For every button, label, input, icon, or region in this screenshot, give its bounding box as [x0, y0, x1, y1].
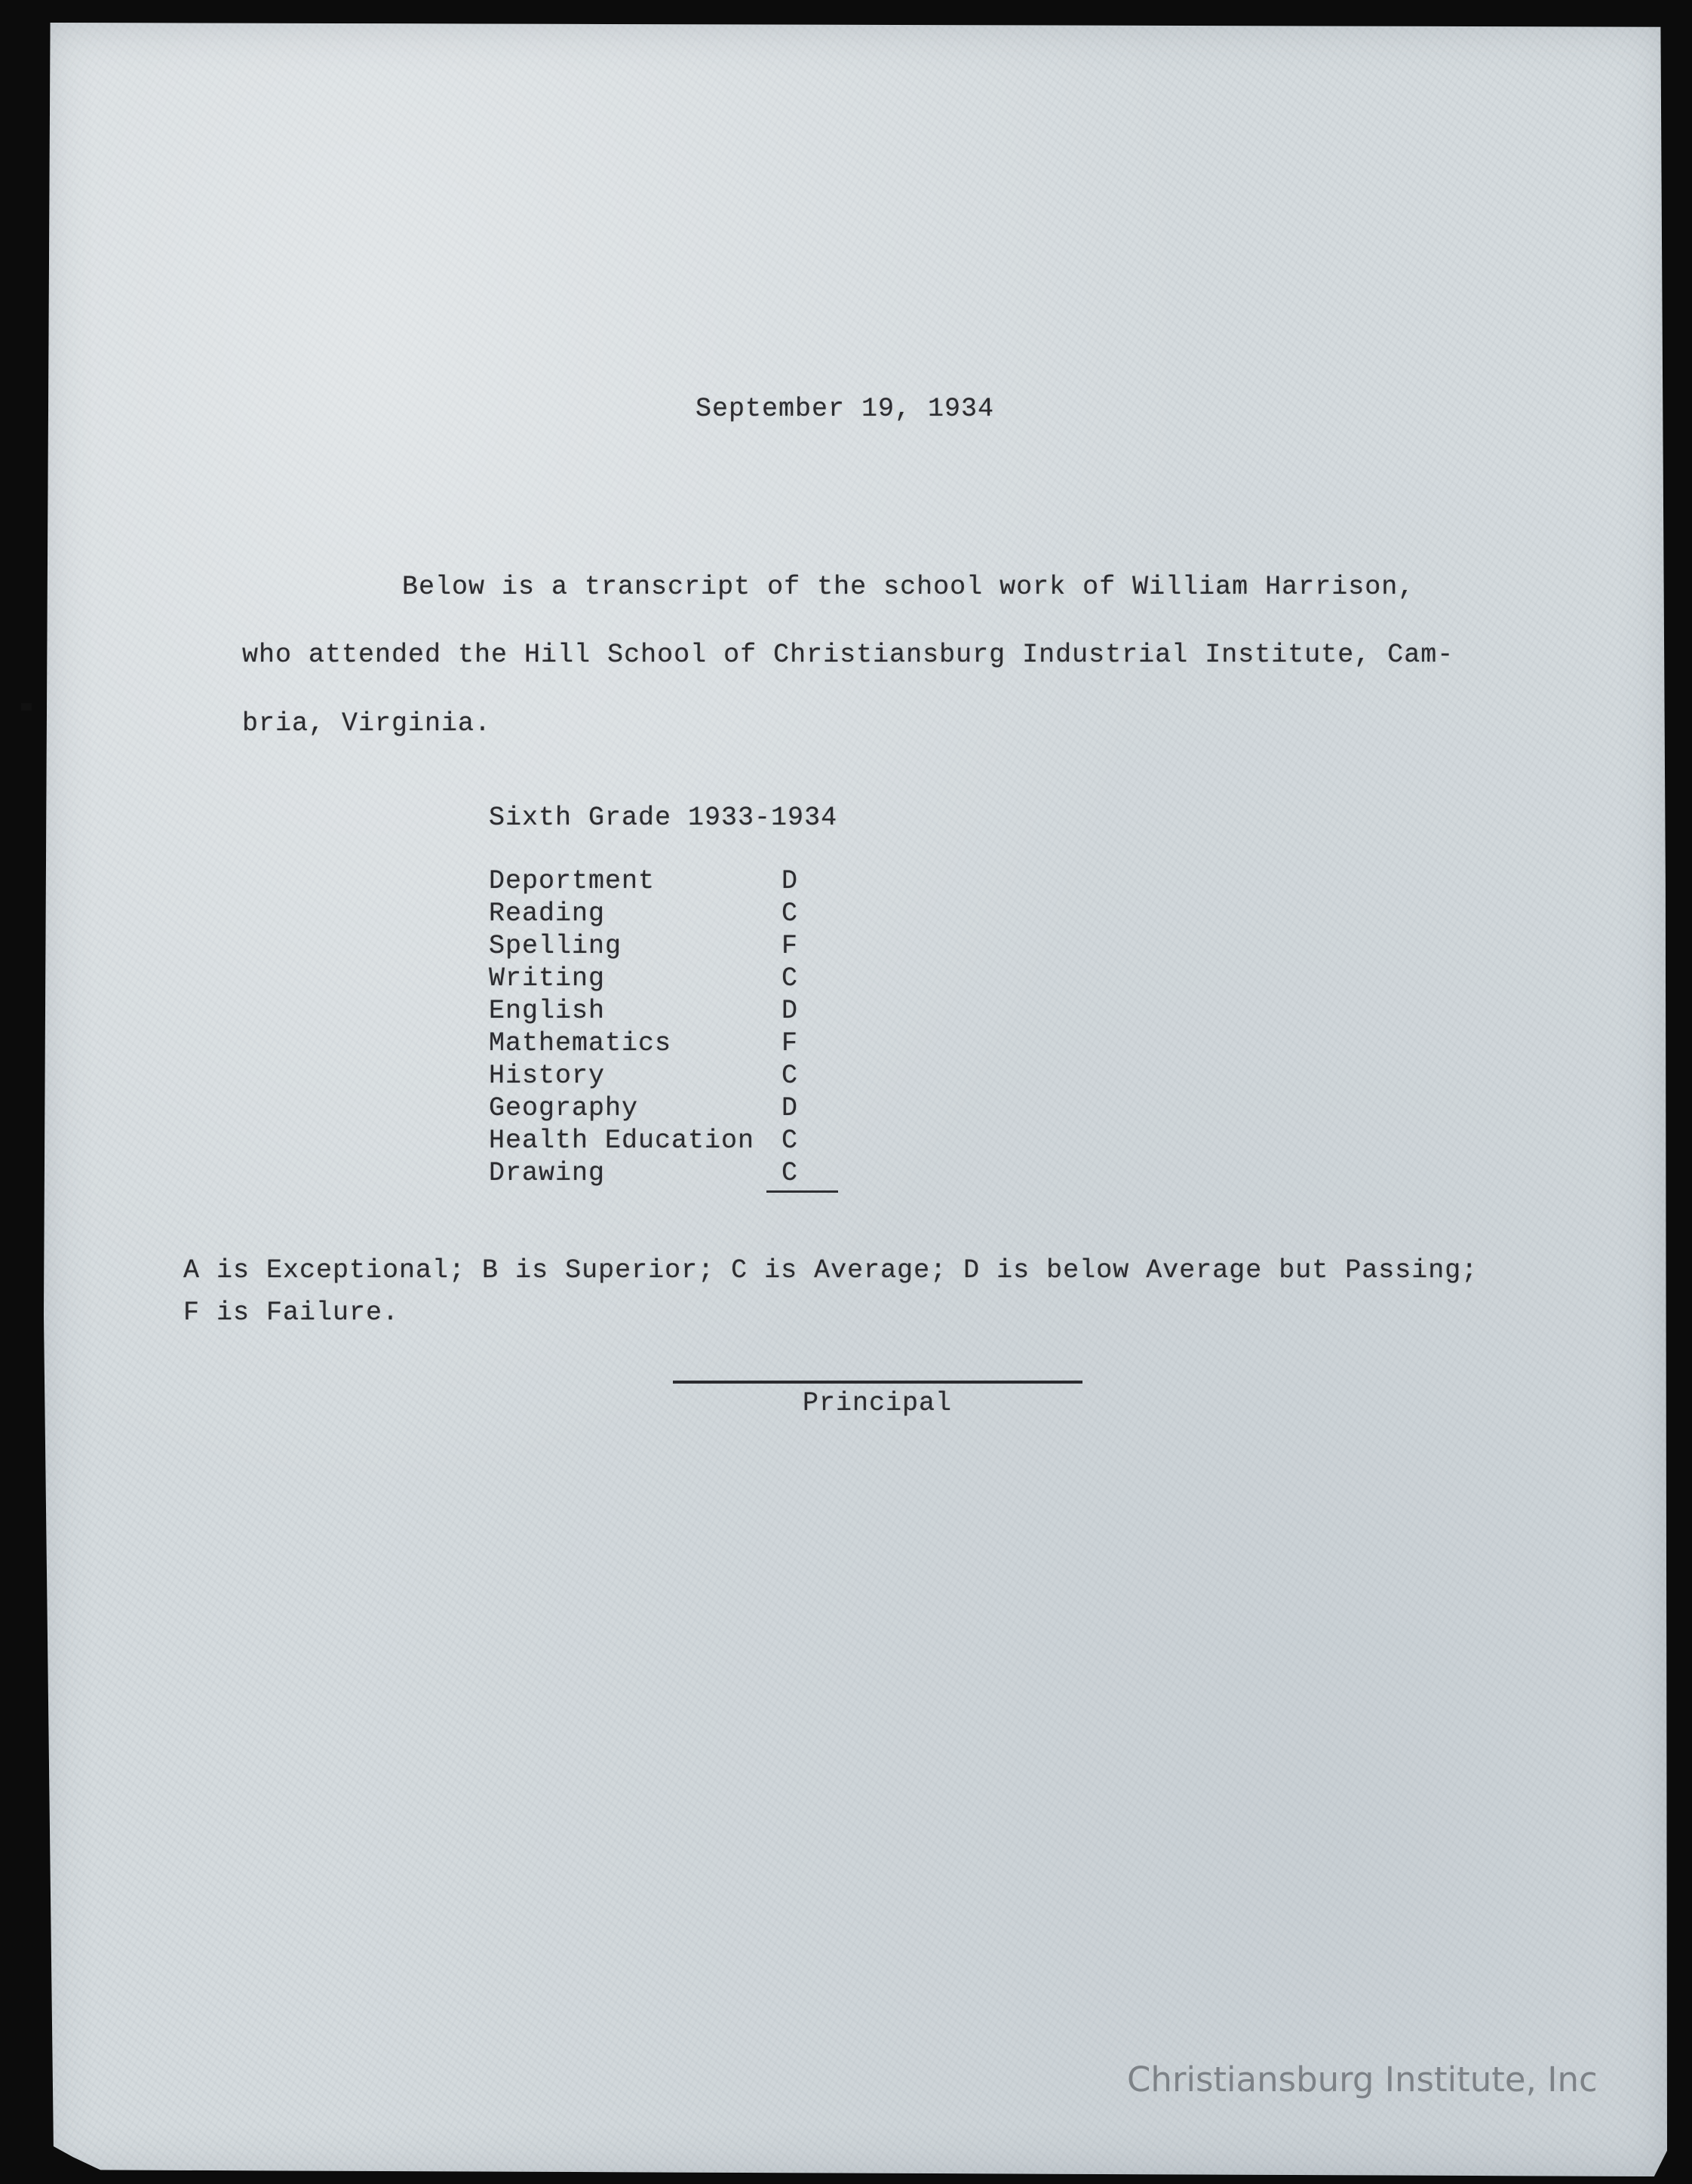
subject-grade: D	[782, 1093, 798, 1123]
subject-grade: C	[782, 963, 798, 994]
grading-key-line-2: F is Failure.	[183, 1298, 400, 1328]
subject-grade: D	[782, 996, 798, 1026]
subject-name: Deportment	[489, 866, 656, 896]
letter-date: September 19, 1934	[696, 394, 995, 424]
subject-name: Geography	[489, 1093, 639, 1123]
transcript-heading: Sixth Grade 1933-1934	[489, 803, 838, 833]
subject-grade: C	[782, 1158, 798, 1188]
grading-key-line-1: A is Exceptional; B is Superior; C is Average; D is below Average but Passing;	[183, 1255, 1479, 1286]
scan-edge-mark	[21, 703, 32, 711]
subject-name: Writing	[489, 963, 606, 994]
subject-grade: F	[782, 931, 798, 961]
subject-name: History	[489, 1061, 606, 1091]
subject-grade: C	[782, 898, 798, 929]
subject-grade: C	[782, 1126, 798, 1156]
document-page	[44, 23, 1667, 2176]
intro-line-2: who attended the Hill School of Christiansburg Industrial Institute, Cam-	[242, 640, 1454, 670]
subject-name: English	[489, 996, 606, 1026]
subject-name: Health Education	[489, 1126, 755, 1156]
subject-grade: F	[782, 1028, 798, 1058]
subject-grade: C	[782, 1061, 798, 1091]
intro-line-3: bria, Virginia.	[242, 708, 492, 739]
signature-line	[673, 1381, 1082, 1384]
intro-line-1: Below is a transcript of the school work of William Harrison,	[402, 572, 1415, 602]
subject-name: Reading	[489, 898, 606, 929]
subject-grade: D	[782, 866, 798, 896]
subject-name: Mathematics	[489, 1028, 672, 1058]
subject-name: Drawing	[489, 1158, 606, 1188]
subject-name: Spelling	[489, 931, 622, 961]
signature-label: Principal	[803, 1388, 953, 1418]
grade-column-underline	[766, 1190, 838, 1193]
archive-watermark: Christiansburg Institute, Inc	[1127, 2060, 1598, 2100]
